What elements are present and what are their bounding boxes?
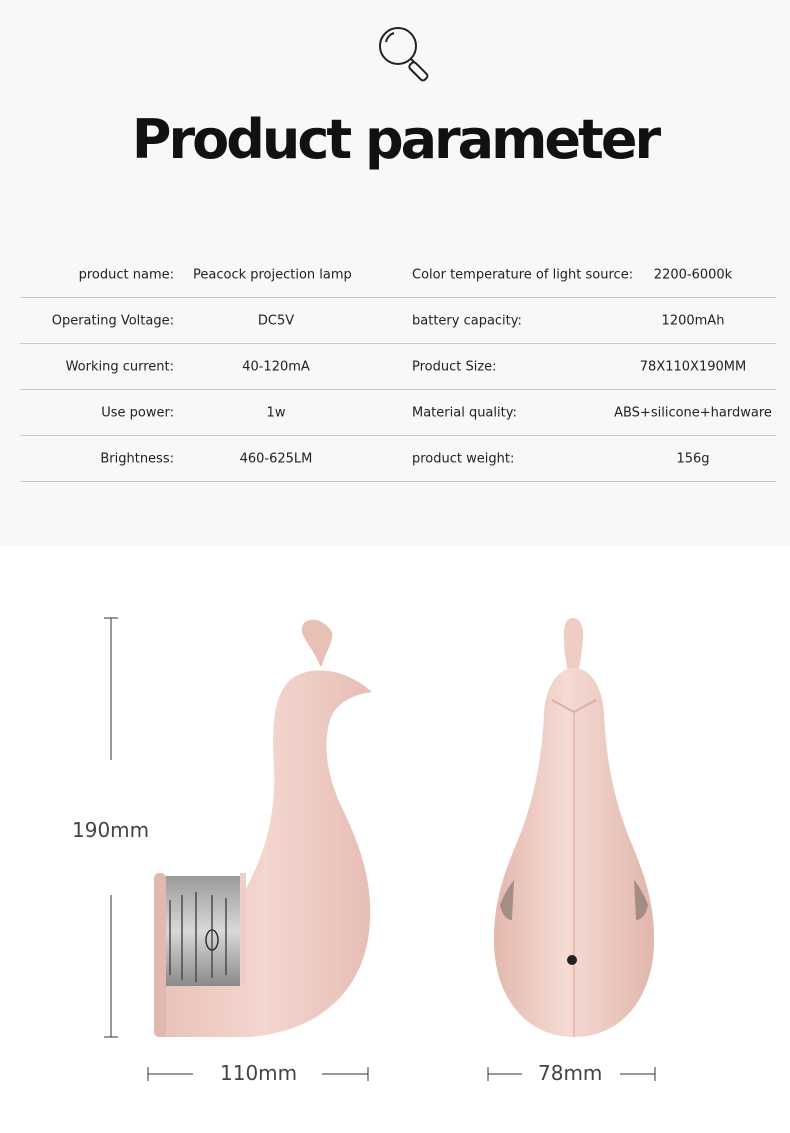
- table-row: [20, 390, 776, 436]
- param-value: 1w: [266, 405, 286, 420]
- table-row: [20, 344, 776, 390]
- table-row: [20, 436, 776, 482]
- param-value: Peacock projection lamp: [193, 267, 352, 282]
- front-width-label: 78mm: [538, 1061, 603, 1085]
- lamp-side-view: [154, 620, 372, 1037]
- param-label: Operating Voltage:: [51, 313, 174, 328]
- param-label: Product Size:: [412, 359, 497, 374]
- parameter-table: [20, 252, 776, 482]
- param-value: 156g: [676, 451, 710, 466]
- param-value: 460-625LM: [239, 451, 313, 466]
- param-label: product name:: [78, 267, 174, 282]
- param-label: Working current:: [65, 359, 174, 374]
- param-label: Color temperature of light source:: [412, 267, 634, 282]
- param-value: 1200mAh: [661, 313, 725, 328]
- param-value: DC5V: [257, 313, 295, 328]
- param-label: product weight:: [412, 451, 515, 466]
- height-label: 190mm: [72, 818, 150, 842]
- param-label: Material quality:: [412, 405, 517, 420]
- param-value: 40-120mA: [242, 359, 310, 374]
- parameter-section: [0, 0, 790, 546]
- table-row: [20, 298, 776, 344]
- param-value: ABS+silicone+hardware: [614, 405, 772, 420]
- side-width-label: 110mm: [220, 1061, 298, 1085]
- param-value: 78X110X190MM: [639, 359, 747, 374]
- lamp-front-view: [494, 618, 654, 1037]
- dimension-section: [0, 546, 790, 1133]
- page-title: Product parameter: [131, 108, 659, 171]
- table-row: [20, 252, 776, 298]
- param-label: Use power:: [101, 405, 174, 420]
- param-label: Brightness:: [100, 451, 174, 466]
- param-label: battery capacity:: [412, 313, 522, 328]
- search-icon: [374, 22, 438, 84]
- param-value: 2200-6000k: [653, 267, 733, 282]
